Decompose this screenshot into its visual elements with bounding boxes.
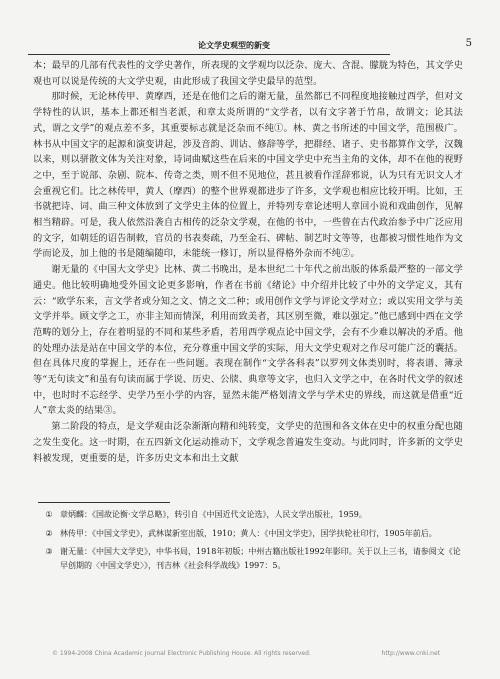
page-footer	[0, 648, 500, 662]
footnote-mark: ①	[45, 510, 53, 519]
footnote	[38, 508, 463, 522]
footnote-text: 谢无量：《中国大文学史》，中华书局，1918年初版；中州古籍出版社1992年影印。关于以上三书，请参阅文《论早创期的〈中国文学史〉》，刊吉林《社会科学战线》1997：5。	[60, 547, 461, 570]
paragraph: 那时候，无论林传甲、黄摩西，还是在他们之后的谢无量，虽然都已不同程度地接触过西学，但对文学特性的认识，基本上都还相当老派，和章太炎所谓的“文学者，以有文字著于竹帛，故谓文；论其法式，谓之文学”的观点差不多，其重要标志就是泛杂而不纯①。林、黄之书所述的中国文学，范围极广。林书从中国文字的起源和演变讲起，涉及音韵、训诂、修辞等学，把群经、诸子、史书都算作文学，汉魏以来，则以骈散文体为关注对象，诗词曲赋这些在后来的中国文学史中充当主角的文体，却不在他的视野之中，至于说部、杂剧、院本、传奇之类，则不但不见地位，甚且被看作淫辞邪说，认为只有无识文人才会重视它们。比之林传甲，黄人（摩西）的整个世界观都进步了许多，文学观也相应比较开明。比如，王书就把诗、词、曲三种文体放到了文学史主体的位置上，并特列专章论述明人章回小说和戏曲创作，见解相当精辟。可是，我人依然沿袭自古相传的泛杂文学观，在他的书中，一些曾在古代政治参予中广泛应用的文字，如朝廷的诏告制敕，官员的书表奏疏，乃至金石、碑帖、制艺时文等等，也都被习惯性地作为文学而论及，加上他的书是随编随印，未能统一修订，所以显得格外杂而不纯②。	[33, 91, 463, 260]
footnote-mark: ②	[45, 528, 53, 538]
footnote-mark: ③	[45, 547, 53, 556]
footnote	[38, 527, 463, 541]
running-title: 论文学史观型的新变	[198, 40, 270, 50]
paragraph: 本；最早的几部有代表性的文学史著作，所表现的文学观均以泛杂、庞大、含混、朦胧为特色，其文学史观也可以说是传统的大文学史观，由此形成了我国文学史最早的范型。	[33, 60, 463, 87]
footnote-text: 章炳麟：《国故论衡·文学总略》，转引自《中国近代文论选》，人民文学出版社，1959。	[60, 510, 367, 519]
footnotes	[38, 508, 463, 577]
footnote-text: 林传甲：《中国文学史》，武林谋新室出版，1910；黄人：《中国文学史》，国学扶轮社印行，1905年前后。	[60, 528, 437, 538]
body-text	[33, 58, 463, 466]
running-header	[28, 38, 472, 55]
footer-url: http://www.cnki.net	[381, 650, 440, 657]
copyright-notice: © 1994-2008 China Academic Journal Electronic Publishing House. All rights reserved.	[52, 650, 311, 657]
page-number: 5	[465, 38, 472, 49]
paragraph: 第二阶段的特点，是文学观由泛杂渐渐向精和纯转变，文学史的范围和各文体在史中的权重分配也随之发生变化。这一时期，在五四新文化运动推动下，文学观念普遍发生变动。与此同时，许多新的文学史料被发现，更重要的是，许多历史文本和出土文献	[33, 421, 463, 464]
paragraph: 谢无量的《中国大文学史》比林、黄二书晚出，是本世纪二十年代之前出版的体系最严整的一部文学通史。他比较明确地受外国文论更多影响，作者在书前《绪论》中介绍并比较了中外的文学定义，其有云：“欧学东来，言文学者或分知之文、情之文二种；或用创作文学与评论文学对立；或以实用文学与美文学并举。顾文学之工，亦非主知而情深，利用而致美者，其区别至微，难以强定。”他已感到中西在文学范畴的划分上，存在着明显的不同和某些矛盾，若用西学观点论中国文学，会有不少难以解决的矛盾。他的处理办法是站在中国文学的本位，充分尊重中国文学的实际，用大文学史观对之作尽可能广泛的囊括。但在具体尺度的掌握上，还存在一些问题。表现在制作“文学各科表”以罗列文体类别时，将表谱、簿录等“无句读文”和虽有句读而属于学说、历史、公牍、典章等文字，也归入文学之中，在各时代文学的叙述中，也时时不忘经学、史学乃至小学的内容，显然未能严格划清文学与学术史的界线，而这就是借重“近人”章太炎的结果③。	[33, 264, 463, 417]
footnote-divider	[38, 502, 170, 503]
footnote	[38, 545, 463, 572]
